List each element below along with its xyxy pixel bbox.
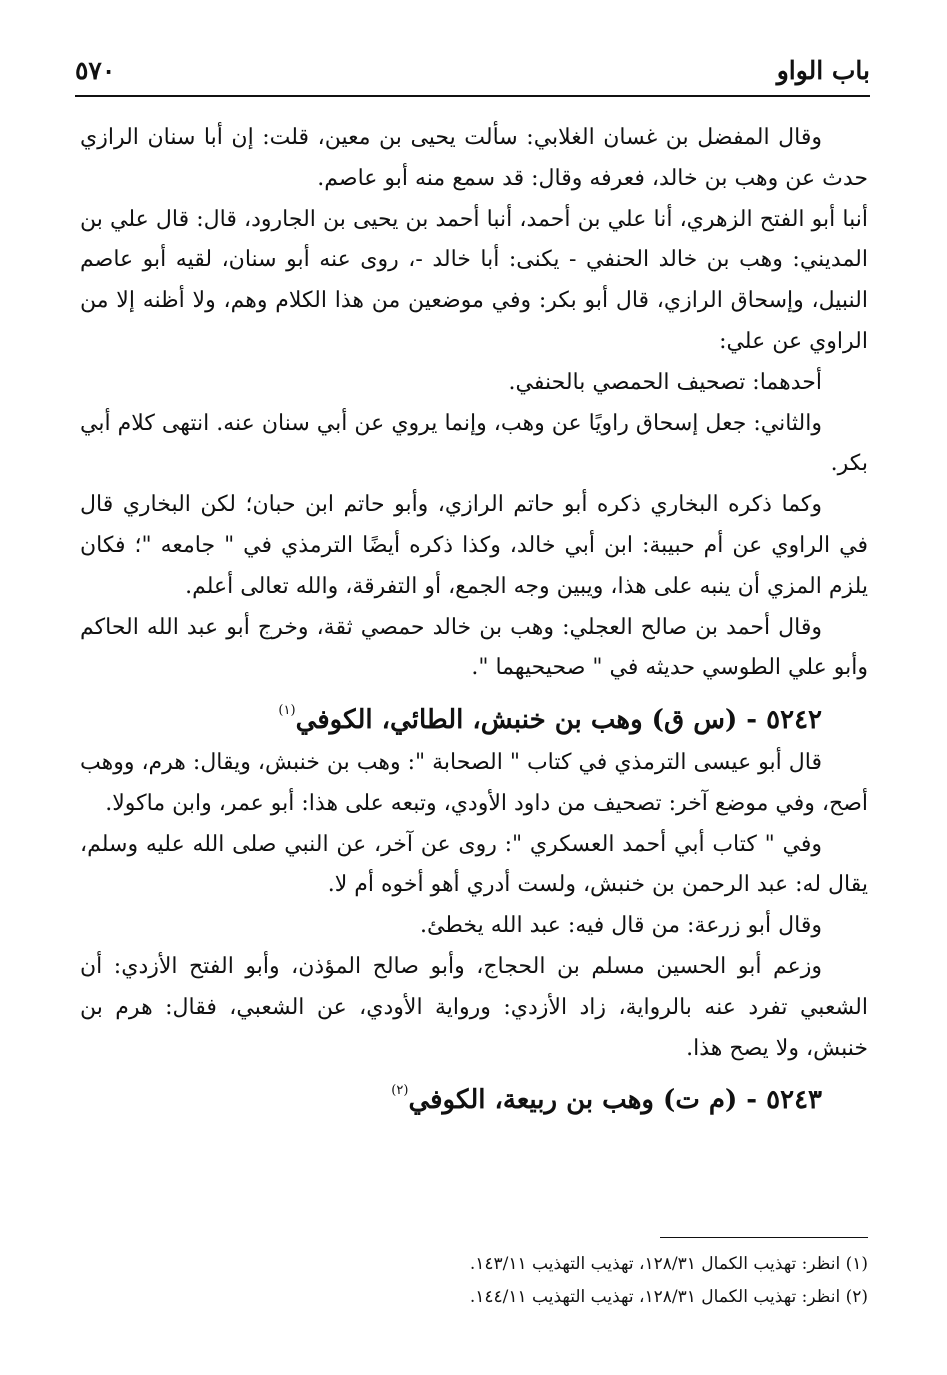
paragraph: والثاني: جعل إسحاق راويًا عن وهب، وإنما يروي عن أبي سنان عنه. انتهى كلام أبي بكر. (80, 410, 868, 477)
footnotes (80, 1248, 868, 1314)
paragraph: قال أبو عيسى الترمذي في كتاب " الصحابة ": وهب بن خنبش، ويقال: هرم، ووهب أصح، وفي موضع آخر: تصحيف من داود الأودي، وتبعه على هذا: أبو عمر، وابن ماكولا. (80, 749, 868, 816)
entry-heading (80, 691, 868, 741)
paragraph: وقال أحمد بن صالح العجلي: وهب بن خالد حمصي ثقة، وخرج أبو عبد الله الحاكم وأبو علي الطوسي حديثه في " صحيحيهما ". (80, 614, 868, 681)
footnote: (١) انظر: تهذيب الكمال ١٢٨/٣١، تهذيب التهذيب ١٤٣/١١. (469, 1254, 868, 1274)
paragraph: وقال المفضل بن غسان الغلابي: سألت يحيى بن معين، قلت: إن أبا سنان الرازي حدث عن وهب بن خالد، فعرفه وقال: قد سمع منه أبو عاصم. (80, 125, 868, 191)
paragraph: وفي " كتاب أبي أحمد العسكري ": روى عن آخر، عن النبي صلى الله عليه وسلم، يقال له: عبد الرحمن بن خنبش، ولست أدري أهو أخوه أم لا. (80, 831, 868, 898)
entry-title: ٥٢٤٢ - (س ق) وهب بن خنبش، الطائي، الكوفي (295, 705, 822, 736)
footnote-marker: (٢) (391, 1083, 409, 1099)
running-header (75, 52, 870, 90)
footnote: (٢) انظر: تهذيب الكمال ١٢٨/٣١، تهذيب التهذيب ١٤٤/١١. (469, 1287, 868, 1307)
paragraph: أحدهما: تصحيف الحمصي بالحنفي. (508, 369, 822, 395)
footnote-marker: (١) (278, 703, 296, 719)
chapter-title: باب الواو (776, 56, 870, 85)
footnote-rule (660, 1237, 868, 1238)
paragraph: وزعم أبو الحسين مسلم بن الحجاج، وأبو صالح المؤذن، وأبو الفتح الأزدي: أن الشعبي تفرد عنه بالرواية، زاد الأزدي: ورواية الأودي، عن الشعبي، فقال: هرم بن خنبش، ولا يصح هذا. (80, 953, 868, 1061)
header-rule (75, 95, 870, 97)
main-text (80, 118, 868, 1123)
page-number: ٥٧٠ (75, 56, 116, 85)
entry-heading (80, 1071, 868, 1121)
paragraph: وكما ذكره البخاري ذكره أبو حاتم الرازي، وأبو حاتم ابن حبان؛ لكن البخاري قال في الراوي عن أم حبيبة: ابن أبي خالد، وكذا ذكره أيضًا الترمذي في " جامعه "؛ فكان يلزم المزي أن ينبه على هذا، ويبين وجه الجمع، أو التفرقة، والله تعالى أعلم. (80, 492, 868, 599)
paragraph: وقال أبو زرعة: من قال فيه: عبد الله يخطئ. (420, 913, 822, 939)
paragraph: أنبا أبو الفتح الزهري، أنا علي بن أحمد، أنبا أحمد بن يحيى بن الجارود، قال: قال علي بن المديني: وهب بن خالد الحنفي - يكنى: أبا خالد -، روى عنه أبو سنان، لقيه أبو عاصم النبيل، وإسحاق الرازي، قال أبو بكر: وفي موضعين من هذا الكلام وهم، ولا أظنه إلا من الراوي عن علي: (80, 206, 868, 354)
entry-title: ٥٢٤٣ - (م ت) وهب بن ربيعة، الكوفي (408, 1085, 822, 1116)
